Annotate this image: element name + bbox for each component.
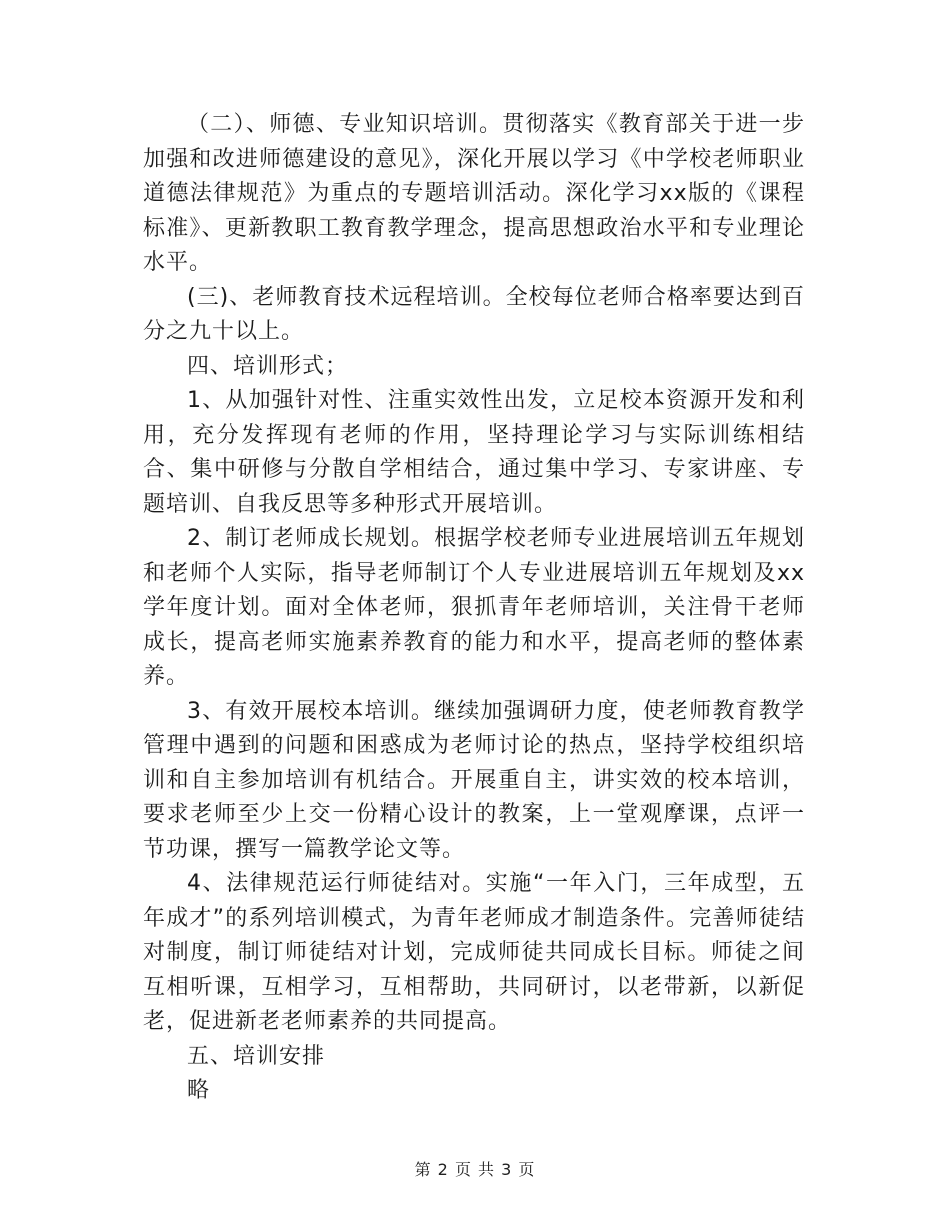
paragraph-remote-training: (三)、老师教育技术远程培训。全校每位老师合格率要达到百分之九十以上。: [143, 284, 805, 344]
paragraph-item-1: 1、从加强针对性、注重实效性出发，立足校本资源开发和利用，充分发挥现有老师的作用，坚持理论学习与实际训练相结合、集中研修与分散自学相结合，通过集中学习、专家讲座、专题培训、自我反思等多种形式开展培训。: [143, 388, 805, 517]
paragraph-item-2: 2、制订老师成长规划。根据学校老师专业进展培训五年规划和老师个人实际，指导老师制订个人专业进展培训五年规划及xx学年度计划。面对全体老师，狠抓青年老师培训，关注骨干老师成长，提高老师实施素养教育的能力和水平，提高老师的整体素养。: [143, 526, 805, 689]
document-body: [143, 108, 805, 1109]
paragraph-item-4: 4、法律规范运行师徒结对。实施“一年入门，三年成型，五年成才”的系列培训模式，为青年老师成才制造条件。完善师徒结对制度，制订师徒结对计划，完成师徒共同成长目标。师徒之间互相听课，互相学习，互相帮助，共同研讨，以老带新，以新促老，促进新老老师素养的共同提高。: [143, 871, 805, 1034]
heading-training-form: 四、培训形式；: [187, 353, 349, 379]
paragraph-omitted: 略: [187, 1078, 211, 1103]
paragraph-item-3: 3、有效开展校本培训。继续加强调研力度，使老师教育教学管理中遇到的问题和困惑成为老师讨论的热点，坚持学校组织培训和自主参加培训有机结合。开展重自主，讲实效的校本培训，要求老师至少上交一份精心设计的教案，上一堂观摩课，点评一节功课，撰写一篇教学论文等。: [143, 698, 805, 862]
page-number-footer: 第 2 页 共 3 页: [414, 1160, 536, 1179]
heading-training-schedule: 五、培训安排: [187, 1043, 326, 1069]
paragraph-ethics-training: （二）、师德、专业知识培训。贯彻落实《教育部关于进一步加强和改进师德建设的意见》，深化开展以学习《中学校老师职业道德法律规范》为重点的专题培训活动。深化学习xx版的《课程标准》、更新教职工教育教学理念，提高思想政治水平和专业理论水平。: [143, 112, 805, 275]
